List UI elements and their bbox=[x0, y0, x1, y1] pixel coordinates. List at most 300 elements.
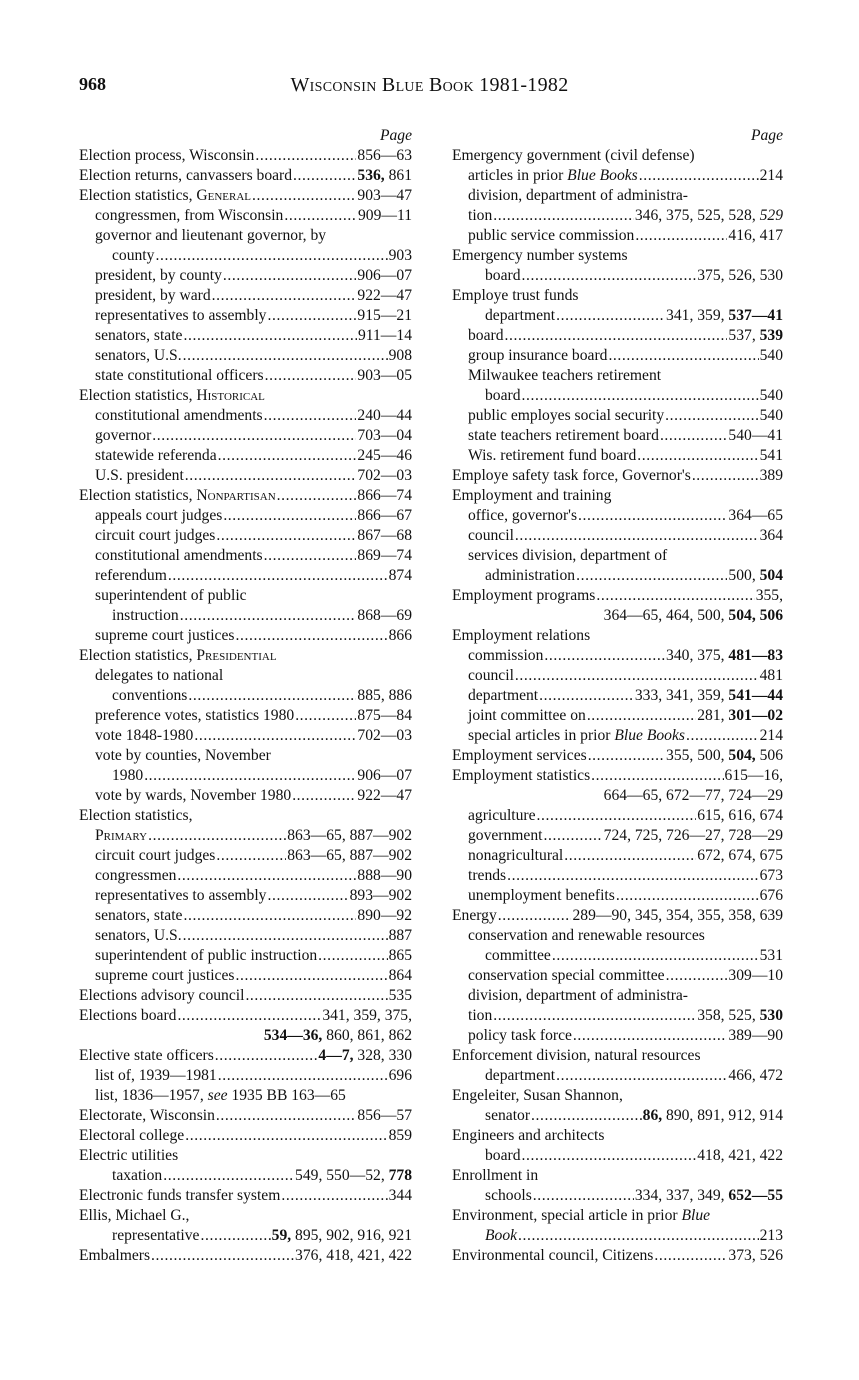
entry-label bbox=[468, 166, 638, 186]
index-entry bbox=[79, 1246, 412, 1266]
running-title: Wisconsin Blue Book 1981-1982 bbox=[290, 74, 569, 96]
index-entry bbox=[79, 726, 412, 746]
entry-label bbox=[468, 526, 514, 546]
text-run: 214 bbox=[759, 727, 783, 744]
entry-label bbox=[95, 906, 182, 926]
dot-leader bbox=[293, 166, 356, 186]
index-entry bbox=[79, 626, 412, 646]
text-run: administration bbox=[485, 567, 576, 584]
entry-page-refs bbox=[357, 866, 412, 886]
text-run: 903 bbox=[388, 247, 412, 264]
text-run: Engeleiter, Susan Shannon, bbox=[452, 1087, 623, 1104]
text-run: Enforcement division, natural resources bbox=[452, 1047, 701, 1064]
index-entry bbox=[79, 606, 412, 626]
entry-page-refs bbox=[295, 1166, 412, 1186]
dot-leader bbox=[596, 586, 754, 606]
text-run: Employe trust funds bbox=[452, 287, 579, 304]
text-run: 865 bbox=[388, 947, 412, 964]
index-entry-continuation bbox=[452, 606, 783, 626]
index-entry bbox=[452, 1026, 783, 1046]
entry-label bbox=[95, 866, 176, 886]
entry-label bbox=[79, 1246, 150, 1266]
entry-page-refs bbox=[728, 1026, 783, 1046]
text-run: Energy bbox=[452, 907, 497, 924]
entry-label bbox=[468, 1026, 572, 1046]
dot-leader bbox=[155, 246, 387, 266]
entry-page-refs bbox=[358, 206, 412, 226]
entry-page-refs bbox=[357, 526, 412, 546]
text-run: referendum bbox=[95, 567, 167, 584]
text-run: 866—74 bbox=[357, 487, 412, 504]
dot-leader bbox=[505, 326, 728, 346]
text-run: vote by counties, November bbox=[95, 747, 271, 764]
dot-leader bbox=[185, 1126, 387, 1146]
index-entry bbox=[452, 226, 783, 246]
text-run: 887 bbox=[388, 927, 412, 944]
dot-leader bbox=[183, 346, 388, 366]
text-run: vote 1848-1980 bbox=[95, 727, 194, 744]
dot-leader bbox=[281, 1186, 387, 1206]
index-column-right bbox=[452, 126, 783, 1266]
dot-leader bbox=[522, 386, 759, 406]
dot-leader bbox=[255, 146, 356, 166]
index-entry bbox=[452, 406, 783, 426]
text-run: 672, 674, 675 bbox=[697, 847, 783, 864]
text-run: joint committee on bbox=[468, 707, 586, 724]
entry-page-refs bbox=[389, 246, 412, 266]
dot-leader bbox=[539, 686, 634, 706]
entry-page-refs bbox=[357, 446, 412, 466]
text-run: agriculture bbox=[468, 807, 536, 824]
text-run: schools bbox=[485, 1187, 532, 1204]
dot-leader bbox=[218, 1066, 388, 1086]
entry-label bbox=[468, 926, 705, 946]
entry-page-refs bbox=[357, 406, 412, 426]
entry-page-refs bbox=[604, 826, 783, 846]
entry-page-refs bbox=[357, 506, 412, 526]
dot-leader bbox=[533, 1186, 634, 1206]
entry-page-refs bbox=[357, 266, 412, 286]
text-run: 856—63 bbox=[357, 147, 412, 164]
index-entry bbox=[452, 446, 783, 466]
index-entry bbox=[452, 686, 783, 706]
index-entry bbox=[452, 246, 783, 266]
index-entry bbox=[452, 626, 783, 646]
dot-leader bbox=[264, 546, 357, 566]
index-entry bbox=[452, 1086, 783, 1106]
entry-label bbox=[452, 486, 611, 506]
entry-page-refs bbox=[697, 1006, 783, 1026]
text-run: Election statistics, bbox=[79, 187, 197, 204]
entry-page-refs bbox=[357, 146, 412, 166]
text-run: 860, 861, 862 bbox=[322, 1027, 412, 1044]
entry-label bbox=[79, 166, 292, 186]
entry-page-refs bbox=[728, 1066, 783, 1086]
text-run: 856—57 bbox=[357, 1107, 412, 1124]
dot-leader bbox=[576, 566, 727, 586]
entry-label bbox=[468, 426, 659, 446]
entry-label bbox=[95, 406, 263, 426]
index-entry bbox=[79, 546, 412, 566]
text-run: 389—90 bbox=[728, 1027, 783, 1044]
index-entry bbox=[452, 206, 783, 226]
text-run: board bbox=[468, 327, 504, 344]
dot-leader bbox=[556, 1066, 727, 1086]
text-run: circuit court judges bbox=[95, 527, 216, 544]
entry-label bbox=[95, 526, 215, 546]
index-entry bbox=[79, 226, 412, 246]
text-run: 890, 891, 912, 914 bbox=[662, 1107, 783, 1124]
entry-label bbox=[468, 206, 492, 226]
entry-page-refs bbox=[697, 266, 783, 286]
index-entry bbox=[452, 266, 783, 286]
index-entry bbox=[79, 786, 412, 806]
entry-page-refs bbox=[357, 426, 412, 446]
entry-label bbox=[112, 246, 154, 266]
text-run: Employe safety task force, Governor's bbox=[452, 467, 691, 484]
text-run: 504, 506 bbox=[728, 607, 783, 624]
entry-label bbox=[452, 466, 691, 486]
text-run: board bbox=[485, 267, 521, 284]
text-run: 355, 500, bbox=[666, 747, 729, 764]
index-entry bbox=[452, 1046, 783, 1066]
dot-leader bbox=[212, 286, 357, 306]
text-run: congressmen, from Wisconsin bbox=[95, 207, 284, 224]
entry-label bbox=[95, 306, 266, 326]
index-entry bbox=[79, 586, 412, 606]
dot-leader bbox=[292, 786, 356, 806]
dot-leader bbox=[666, 966, 728, 986]
dot-leader bbox=[522, 266, 697, 286]
entry-page-refs bbox=[357, 546, 412, 566]
dot-leader bbox=[284, 206, 357, 226]
entry-label bbox=[95, 706, 294, 726]
entry-page-refs bbox=[357, 606, 412, 626]
entry-page-refs bbox=[728, 326, 783, 346]
text-run: vote by wards, November 1980 bbox=[95, 787, 292, 804]
entry-page-refs bbox=[287, 826, 412, 846]
entry-page-refs bbox=[760, 726, 783, 746]
text-run: Emergency number systems bbox=[452, 247, 628, 264]
index-entry bbox=[452, 866, 783, 886]
text-run: 652—55 bbox=[728, 1187, 783, 1204]
entry-label bbox=[79, 986, 244, 1006]
index-entry bbox=[452, 306, 783, 326]
text-run: 289—90, 345, 354, 355, 358, 639 bbox=[572, 907, 783, 924]
text-run: Presidential bbox=[196, 647, 277, 664]
text-run: 615, 616, 674 bbox=[697, 807, 783, 824]
text-run: 541 bbox=[759, 447, 783, 464]
text-run: office, governor's bbox=[468, 507, 578, 524]
index-entry bbox=[79, 766, 412, 786]
entry-label bbox=[468, 346, 607, 366]
entry-page-refs bbox=[760, 946, 783, 966]
text-run: articles in prior bbox=[468, 167, 568, 184]
entry-label bbox=[452, 286, 578, 306]
text-run: Election process, Wisconsin bbox=[79, 147, 255, 164]
index-entry bbox=[79, 446, 412, 466]
dot-leader bbox=[152, 426, 356, 446]
text-run: Primary bbox=[95, 827, 148, 844]
entry-label bbox=[79, 1006, 176, 1026]
page-number: 968 bbox=[79, 74, 106, 94]
entry-page-refs bbox=[318, 1046, 412, 1066]
entry-label bbox=[95, 626, 234, 646]
text-run: instruction bbox=[112, 607, 179, 624]
text-run: 466, 472 bbox=[728, 1067, 783, 1084]
text-run: special articles in prior bbox=[468, 727, 615, 744]
text-run: 903—05 bbox=[357, 367, 412, 384]
text-run: commission bbox=[468, 647, 544, 664]
dot-leader bbox=[277, 486, 357, 506]
text-run: Book bbox=[485, 1227, 518, 1244]
index-entry bbox=[79, 1226, 412, 1246]
entry-page-refs bbox=[760, 466, 783, 486]
entry-label bbox=[95, 426, 151, 446]
dot-leader bbox=[235, 626, 387, 646]
entry-page-refs bbox=[295, 1246, 412, 1266]
text-run: 376, 418, 421, 422 bbox=[295, 1247, 412, 1264]
index-entry bbox=[79, 386, 412, 406]
text-run: 358, 525, bbox=[697, 1007, 760, 1024]
text-run: 540—41 bbox=[728, 427, 783, 444]
dot-leader bbox=[639, 166, 759, 186]
index-entry bbox=[452, 986, 783, 1006]
index-entry bbox=[452, 486, 783, 506]
index-entry bbox=[452, 1246, 783, 1266]
entry-page-refs bbox=[389, 1126, 412, 1146]
text-run: nonagricultural bbox=[468, 847, 564, 864]
text-run: superintendent of public bbox=[95, 587, 247, 604]
text-run: public service commission bbox=[468, 227, 635, 244]
text-run: 214 bbox=[759, 167, 783, 184]
dot-leader bbox=[660, 426, 727, 446]
text-run: 906—07 bbox=[357, 767, 412, 784]
text-run: Electric utilities bbox=[79, 1147, 179, 1164]
text-run: trends bbox=[468, 867, 507, 884]
index-entry bbox=[452, 146, 783, 166]
entry-page-refs bbox=[272, 1226, 412, 1246]
entry-page-refs bbox=[350, 886, 412, 906]
entry-label bbox=[452, 746, 587, 766]
text-run: 531 bbox=[759, 947, 783, 964]
index-entry bbox=[79, 826, 412, 846]
index-entry bbox=[452, 766, 783, 786]
text-run: Election statistics, bbox=[79, 487, 197, 504]
text-run: 328, 330 bbox=[353, 1047, 412, 1064]
entry-label bbox=[112, 1166, 162, 1186]
dot-leader bbox=[252, 186, 356, 206]
text-run: Election statistics, bbox=[79, 647, 197, 664]
text-run: 536, bbox=[357, 167, 385, 184]
entry-label bbox=[79, 646, 277, 666]
entry-label bbox=[468, 806, 536, 826]
index-entry bbox=[79, 506, 412, 526]
text-run: 537—41 bbox=[728, 307, 783, 324]
dot-leader bbox=[552, 946, 759, 966]
text-run: conservation and renewable resources bbox=[468, 927, 705, 944]
index-entry-continuation bbox=[79, 1026, 412, 1046]
entry-label bbox=[79, 186, 251, 206]
entry-label bbox=[95, 966, 234, 986]
text-run: 240—44 bbox=[357, 407, 412, 424]
dot-leader bbox=[637, 446, 758, 466]
entry-page-refs bbox=[357, 466, 412, 486]
entry-page-refs bbox=[357, 366, 412, 386]
entry-label bbox=[485, 1226, 517, 1246]
entry-label bbox=[485, 566, 575, 586]
text-run: governor and lieutenant governor, by bbox=[95, 227, 327, 244]
entry-label bbox=[468, 706, 586, 726]
entry-page-refs bbox=[322, 1006, 412, 1026]
text-run: 908 bbox=[388, 347, 412, 364]
entry-page-refs bbox=[357, 286, 412, 306]
entry-page-refs bbox=[389, 566, 412, 586]
index-column-left bbox=[79, 126, 412, 1266]
index-entry bbox=[452, 546, 783, 566]
entry-page-refs bbox=[760, 886, 783, 906]
text-run: senator bbox=[485, 1107, 531, 1124]
text-run: Employment relations bbox=[452, 627, 591, 644]
text-run: representatives to assembly bbox=[95, 887, 267, 904]
index-entry bbox=[452, 346, 783, 366]
entry-page-refs bbox=[357, 1106, 412, 1126]
index-entry bbox=[452, 906, 783, 926]
index-entry bbox=[452, 166, 783, 186]
index-entry bbox=[79, 286, 412, 306]
text-run: county bbox=[112, 247, 155, 264]
index-entry bbox=[79, 926, 412, 946]
dot-leader bbox=[180, 606, 357, 626]
entry-label bbox=[95, 326, 182, 346]
text-run: 861 bbox=[384, 167, 412, 184]
entry-page-refs bbox=[287, 846, 412, 866]
text-run: 895, 902, 916, 921 bbox=[291, 1227, 412, 1244]
entry-page-refs bbox=[760, 346, 783, 366]
entry-page-refs bbox=[389, 946, 412, 966]
index-entry bbox=[79, 426, 412, 446]
entry-label bbox=[452, 586, 595, 606]
text-run: state teachers retirement board bbox=[468, 427, 659, 444]
entry-page-refs bbox=[357, 166, 412, 186]
index-entry bbox=[452, 1126, 783, 1146]
text-run: taxation bbox=[112, 1167, 163, 1184]
entry-page-refs bbox=[728, 566, 783, 586]
entry-label bbox=[468, 546, 667, 566]
index-entry bbox=[452, 526, 783, 546]
index-entry bbox=[79, 866, 412, 886]
dot-leader bbox=[543, 826, 602, 846]
entry-label bbox=[95, 946, 317, 966]
index-entry bbox=[452, 286, 783, 306]
text-run: Employment statistics bbox=[452, 767, 591, 784]
entry-label bbox=[468, 406, 664, 426]
entry-label bbox=[468, 646, 543, 666]
entry-label bbox=[95, 926, 182, 946]
entry-label bbox=[468, 666, 514, 686]
entry-label bbox=[79, 806, 192, 826]
text-run: 866 bbox=[388, 627, 412, 644]
text-run: Election statistics, bbox=[79, 807, 193, 824]
text-run: 906—07 bbox=[357, 267, 412, 284]
index-entry bbox=[452, 726, 783, 746]
text-run: 530 bbox=[759, 1007, 783, 1024]
entry-page-refs bbox=[264, 1026, 412, 1046]
index-entry bbox=[452, 926, 783, 946]
index-entry-continuation bbox=[452, 786, 783, 806]
dot-leader bbox=[578, 506, 727, 526]
entry-label bbox=[112, 606, 179, 626]
text-run: 922—47 bbox=[357, 787, 412, 804]
dot-leader bbox=[493, 1006, 696, 1026]
text-run: government bbox=[468, 827, 543, 844]
index-entry bbox=[452, 1226, 783, 1246]
entry-label bbox=[468, 686, 538, 706]
index-entry bbox=[452, 506, 783, 526]
entry-label bbox=[452, 906, 497, 926]
entry-page-refs bbox=[389, 346, 412, 366]
text-run: senators, U.S. bbox=[95, 347, 182, 364]
text-run: 341, 359, bbox=[666, 307, 729, 324]
text-run: 540 bbox=[759, 347, 783, 364]
dot-leader bbox=[665, 406, 758, 426]
entry-label bbox=[112, 766, 143, 786]
entry-label bbox=[452, 1166, 538, 1186]
text-run: Milwaukee teachers retirement bbox=[468, 367, 662, 384]
dot-leader bbox=[616, 886, 759, 906]
text-run: council bbox=[468, 527, 514, 544]
index-entry-list bbox=[452, 146, 783, 1266]
entry-label bbox=[95, 546, 263, 566]
index-entry bbox=[452, 1066, 783, 1086]
text-run: 245—46 bbox=[357, 447, 412, 464]
text-run: 537, bbox=[728, 327, 760, 344]
text-run: 696 bbox=[388, 1067, 412, 1084]
entry-page-refs bbox=[389, 966, 412, 986]
text-run: Nonpartisan bbox=[196, 487, 276, 504]
index-entry bbox=[79, 1086, 412, 1106]
text-run: 702—03 bbox=[357, 467, 412, 484]
text-run: 778 bbox=[388, 1167, 412, 1184]
index-entry bbox=[79, 566, 412, 586]
text-run: 615—16, bbox=[724, 767, 783, 784]
text-run: 364—65 bbox=[728, 507, 783, 524]
text-run: 863—65, 887—902 bbox=[287, 827, 412, 844]
text-run: 346, 375, 525, 528, bbox=[634, 207, 760, 224]
entry-label bbox=[485, 1106, 530, 1126]
text-run: 890—92 bbox=[357, 907, 412, 924]
dot-leader bbox=[218, 446, 357, 466]
text-run: 866—67 bbox=[357, 507, 412, 524]
text-run: Embalmers bbox=[79, 1247, 151, 1264]
text-run: 504 bbox=[759, 567, 783, 584]
text-run: 344 bbox=[388, 1187, 412, 1204]
entry-page-refs bbox=[760, 526, 783, 546]
dot-leader bbox=[235, 966, 387, 986]
index-entry bbox=[79, 246, 412, 266]
index-entry bbox=[79, 706, 412, 726]
dot-leader bbox=[507, 866, 759, 886]
index-entry bbox=[79, 146, 412, 166]
dot-leader bbox=[692, 466, 759, 486]
text-run: 375, 526, 530 bbox=[697, 267, 783, 284]
dot-leader bbox=[183, 926, 388, 946]
entry-label bbox=[95, 826, 147, 846]
index-entry bbox=[452, 966, 783, 986]
text-run: senators, state bbox=[95, 327, 183, 344]
text-run: 864 bbox=[388, 967, 412, 984]
index-entry bbox=[79, 266, 412, 286]
